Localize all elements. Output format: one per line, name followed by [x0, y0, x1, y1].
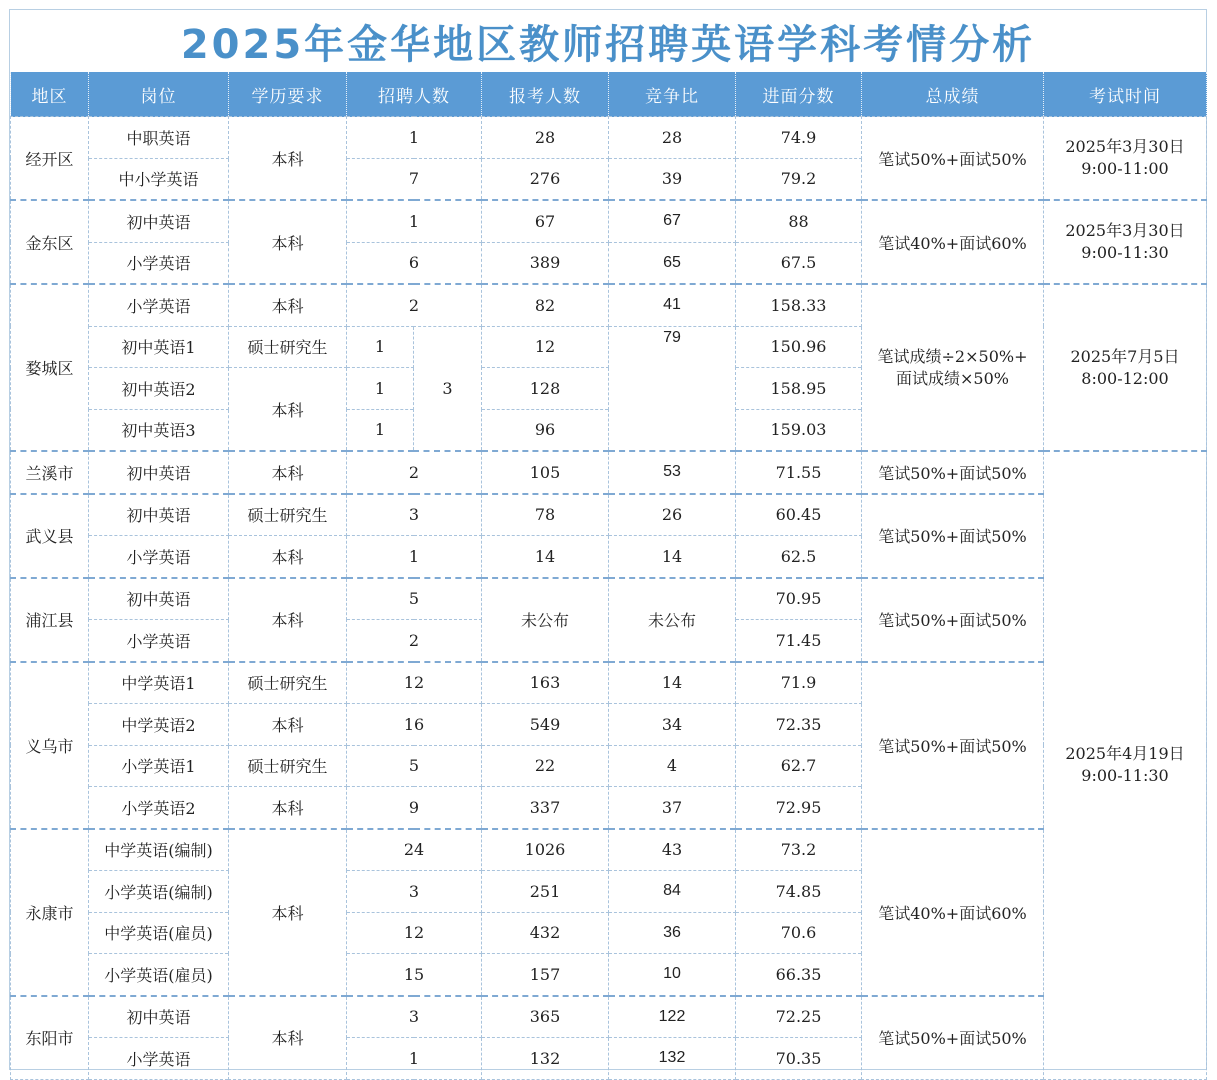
- header-row: [11, 72, 1207, 117]
- hires-cell: 1: [347, 200, 482, 242]
- hires-cell: 1: [347, 409, 414, 451]
- exam-date: 2025年4月19日: [1065, 744, 1185, 764]
- exam-time-cell: [1044, 117, 1207, 201]
- total-score-cell: 笔试40%+面试60%: [862, 829, 1044, 996]
- cutoff-cell: 70.95: [736, 578, 862, 620]
- ratio-cell: 14: [609, 536, 736, 578]
- table-row: [11, 451, 1207, 494]
- applicants-cell: 14: [482, 536, 609, 578]
- region-cell: 浦江县: [11, 578, 89, 662]
- cutoff-cell: 60.45: [736, 494, 862, 536]
- position-cell: 小学英语: [89, 536, 229, 578]
- applicants-cell: 389: [482, 242, 609, 284]
- cutoff-cell: 62.5: [736, 536, 862, 578]
- applicants-cell: 67: [482, 200, 609, 242]
- recruitment-table: [10, 72, 1207, 1080]
- total-score-cell: 笔试50%+面试50%: [862, 117, 1044, 201]
- applicants-cell: 12: [482, 326, 609, 368]
- hires-cell: 7: [347, 158, 482, 200]
- exam-hours: 8:00-12:00: [1081, 368, 1169, 388]
- education-cell: 硕士研究生: [229, 326, 347, 368]
- hires-cell: 1: [347, 368, 414, 410]
- total-score-cell: 笔试50%+面试50%: [862, 451, 1044, 494]
- cutoff-cell: 72.25: [736, 996, 862, 1038]
- cutoff-cell: 158.95: [736, 368, 862, 410]
- ratio-cell: 34: [609, 704, 736, 746]
- hires-cell: 1: [347, 536, 482, 578]
- hires-group-cell: 3: [414, 326, 482, 451]
- header-hires: 招聘人数: [347, 72, 482, 117]
- hires-cell: 3: [347, 494, 482, 536]
- applicants-cell: 132: [482, 1038, 609, 1080]
- cutoff-cell: 72.95: [736, 787, 862, 829]
- position-cell: 中职英语: [89, 117, 229, 159]
- region-cell: 经开区: [11, 117, 89, 201]
- position-cell: 中学英语2: [89, 704, 229, 746]
- applicants-cell: 163: [482, 662, 609, 704]
- applicants-cell: 549: [482, 704, 609, 746]
- cutoff-cell: 74.85: [736, 871, 862, 913]
- position-cell: 初中英语: [89, 578, 229, 620]
- total-score-line: 笔试成绩÷2×50%+: [877, 346, 1028, 366]
- applicants-cell: 82: [482, 284, 609, 326]
- applicants-cell: 157: [482, 954, 609, 996]
- cutoff-cell: 72.35: [736, 704, 862, 746]
- cutoff-cell: 88: [736, 200, 862, 242]
- hires-cell: 5: [347, 745, 482, 787]
- ratio-cell: 36: [609, 912, 736, 954]
- hires-cell: 1: [347, 1038, 482, 1080]
- cutoff-cell: 150.96: [736, 326, 862, 368]
- education-cell: 本科: [229, 536, 347, 578]
- region-cell: 永康市: [11, 829, 89, 996]
- table-row: [11, 578, 1207, 620]
- hires-cell: 12: [347, 662, 482, 704]
- position-cell: 初中英语: [89, 494, 229, 536]
- region-cell: 东阳市: [11, 996, 89, 1080]
- applicants-cell: 105: [482, 451, 609, 494]
- exam-date: 2025年7月5日: [1070, 346, 1180, 366]
- applicants-cell: 276: [482, 158, 609, 200]
- ratio-cell: 未公布: [609, 578, 736, 662]
- ratio-cell: 65: [609, 242, 736, 284]
- applicants-cell: 1026: [482, 829, 609, 871]
- total-score-cell: 笔试40%+面试60%: [862, 200, 1044, 284]
- position-cell: 初中英语2: [89, 368, 229, 410]
- applicants-cell: 251: [482, 871, 609, 913]
- region-cell: 武义县: [11, 494, 89, 578]
- ratio-cell: 84: [609, 871, 736, 913]
- ratio-cell: 10: [609, 954, 736, 996]
- hires-cell: 1: [347, 326, 414, 368]
- header-applicants: 报考人数: [482, 72, 609, 117]
- table-row: [11, 200, 1207, 242]
- page-title: 2025年金华地区教师招聘英语学科考情分析: [180, 21, 1036, 68]
- table-row: [11, 494, 1207, 536]
- total-score-cell: 笔试50%+面试50%: [862, 494, 1044, 578]
- cutoff-cell: 74.9: [736, 117, 862, 159]
- table-row: [11, 996, 1207, 1038]
- ratio-cell: 28: [609, 117, 736, 159]
- education-cell: 本科: [229, 996, 347, 1080]
- hires-cell: 3: [347, 871, 482, 913]
- hires-cell: 6: [347, 242, 482, 284]
- region-cell: 婺城区: [11, 284, 89, 451]
- exam-time-cell: [1044, 200, 1207, 284]
- ratio-cell: 53: [609, 451, 736, 494]
- education-cell: 本科: [229, 704, 347, 746]
- exam-time-cell: [1044, 451, 1207, 1079]
- table-frame: [9, 9, 1207, 1070]
- table-row: [11, 284, 1207, 326]
- cutoff-cell: 79.2: [736, 158, 862, 200]
- education-cell: 本科: [229, 787, 347, 829]
- cutoff-cell: 158.33: [736, 284, 862, 326]
- education-cell: 本科: [229, 200, 347, 284]
- hires-cell: 2: [347, 284, 482, 326]
- table-row: [11, 117, 1207, 159]
- position-cell: 小学英语(编制): [89, 871, 229, 913]
- ratio-cell: 43: [609, 829, 736, 871]
- hires-cell: 2: [347, 620, 482, 662]
- cutoff-cell: 67.5: [736, 242, 862, 284]
- total-score-cell: [862, 284, 1044, 451]
- header-region: 地区: [11, 72, 89, 117]
- education-cell: 本科: [229, 117, 347, 201]
- position-cell: 中学英语(编制): [89, 829, 229, 871]
- exam-time-cell: [1044, 284, 1207, 451]
- cutoff-cell: 71.45: [736, 620, 862, 662]
- cutoff-cell: 71.9: [736, 662, 862, 704]
- ratio-cell: 41: [609, 284, 736, 326]
- exam-hours: 9:00-11:00: [1081, 159, 1169, 178]
- applicants-cell: 22: [482, 745, 609, 787]
- table-row: [11, 829, 1207, 871]
- ratio-cell: 37: [609, 787, 736, 829]
- education-cell: 本科: [229, 829, 347, 996]
- hires-cell: 24: [347, 829, 482, 871]
- education-cell: 硕士研究生: [229, 494, 347, 536]
- header-education: 学历要求: [229, 72, 347, 117]
- position-cell: 小学英语1: [89, 745, 229, 787]
- header-position: 岗位: [89, 72, 229, 117]
- applicants-cell: 365: [482, 996, 609, 1038]
- hires-cell: 1: [347, 117, 482, 159]
- ratio-cell: 26: [609, 494, 736, 536]
- exam-date: 2025年3月30日: [1065, 137, 1185, 156]
- ratio-cell: 132: [609, 1038, 736, 1080]
- cutoff-cell: 70.35: [736, 1038, 862, 1080]
- hires-cell: 12: [347, 912, 482, 954]
- ratio-cell: 79: [609, 326, 736, 451]
- applicants-cell: 28: [482, 117, 609, 159]
- position-cell: 小学英语: [89, 1038, 229, 1080]
- total-score-cell: 笔试50%+面试50%: [862, 662, 1044, 829]
- table-row: [11, 662, 1207, 704]
- total-score-cell: 笔试50%+面试50%: [862, 578, 1044, 662]
- education-cell: 本科: [229, 451, 347, 494]
- position-cell: 初中英语3: [89, 409, 229, 451]
- position-cell: 中小学英语: [89, 158, 229, 200]
- hires-cell: 5: [347, 578, 482, 620]
- position-cell: 中学英语1: [89, 662, 229, 704]
- region-cell: 兰溪市: [11, 451, 89, 494]
- exam-hours: 9:00-11:30: [1081, 243, 1169, 262]
- applicants-cell: 337: [482, 787, 609, 829]
- education-cell: 本科: [229, 368, 347, 452]
- hires-cell: 9: [347, 787, 482, 829]
- applicants-cell: 未公布: [482, 578, 609, 662]
- applicants-cell: 432: [482, 912, 609, 954]
- position-cell: 中学英语(雇员): [89, 912, 229, 954]
- exam-hours: 9:00-11:30: [1081, 766, 1169, 786]
- cutoff-cell: 159.03: [736, 409, 862, 451]
- cutoff-cell: 70.6: [736, 912, 862, 954]
- header-cutoff: 进面分数: [736, 72, 862, 117]
- cutoff-cell: 62.7: [736, 745, 862, 787]
- ratio-cell: 67: [609, 200, 736, 242]
- position-cell: 初中英语: [89, 996, 229, 1038]
- ratio-cell: 39: [609, 158, 736, 200]
- hires-cell: 16: [347, 704, 482, 746]
- position-cell: 小学英语: [89, 620, 229, 662]
- position-cell: 小学英语: [89, 242, 229, 284]
- education-cell: 硕士研究生: [229, 662, 347, 704]
- position-cell: 小学英语2: [89, 787, 229, 829]
- exam-date: 2025年3月30日: [1065, 221, 1185, 240]
- header-exam-time: 考试时间: [1044, 72, 1207, 117]
- ratio-cell: 122: [609, 996, 736, 1038]
- applicants-cell: 96: [482, 409, 609, 451]
- education-cell: 硕士研究生: [229, 745, 347, 787]
- position-cell: 初中英语: [89, 200, 229, 242]
- header-ratio: 竞争比: [609, 72, 736, 117]
- cutoff-cell: 66.35: [736, 954, 862, 996]
- hires-cell: 15: [347, 954, 482, 996]
- total-score-cell: 笔试50%+面试50%: [862, 996, 1044, 1080]
- hires-cell: 3: [347, 996, 482, 1038]
- position-cell: 小学英语(雇员): [89, 954, 229, 996]
- applicants-cell: 128: [482, 368, 609, 410]
- total-score-line: 面试成绩×50%: [896, 368, 1009, 388]
- ratio-cell: 4: [609, 745, 736, 787]
- ratio-cell: 14: [609, 662, 736, 704]
- education-cell: 本科: [229, 578, 347, 662]
- applicants-cell: 78: [482, 494, 609, 536]
- header-total: 总成绩: [862, 72, 1044, 117]
- hires-cell: 2: [347, 451, 482, 494]
- position-cell: 小学英语: [89, 284, 229, 326]
- education-cell: 本科: [229, 284, 347, 326]
- cutoff-cell: 73.2: [736, 829, 862, 871]
- position-cell: 初中英语: [89, 451, 229, 494]
- region-cell: 义乌市: [11, 662, 89, 829]
- region-cell: 金东区: [11, 200, 89, 284]
- position-cell: 初中英语1: [89, 326, 229, 368]
- cutoff-cell: 71.55: [736, 451, 862, 494]
